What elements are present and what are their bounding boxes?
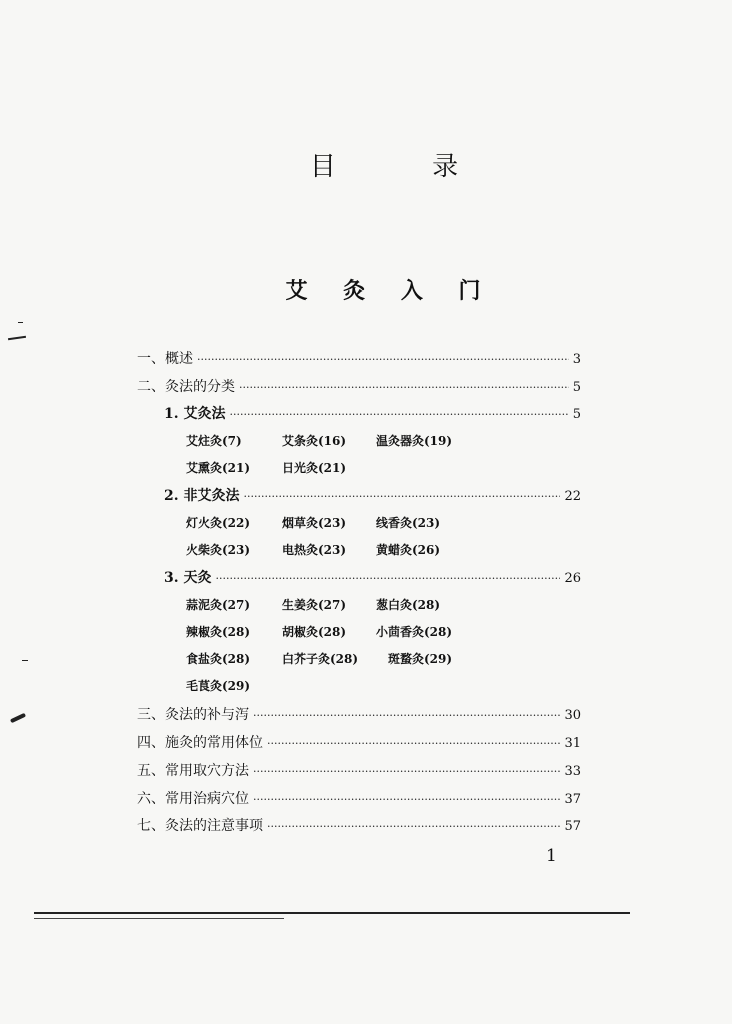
- page-title: 目 录: [309, 152, 503, 182]
- toc-leader: [267, 733, 560, 755]
- toc-label: 1. 艾灸法: [164, 406, 226, 422]
- entry-item[interactable]: 火柴灸(23): [186, 543, 251, 557]
- toc-row-tonify-reduce[interactable]: [137, 704, 581, 726]
- entry-item[interactable]: 斑蝥灸(29): [388, 652, 453, 666]
- toc-label: 一、概述: [137, 351, 193, 367]
- entry-item[interactable]: 胡椒灸(28): [282, 625, 347, 639]
- entry-item[interactable]: 生姜灸(27): [282, 598, 347, 612]
- toc-leader: [216, 568, 561, 590]
- entry-item[interactable]: 艾炷灸(7): [186, 434, 242, 448]
- entry-item[interactable]: 小茴香灸(28): [376, 625, 453, 639]
- entry-item[interactable]: 白芥子灸(28): [282, 652, 359, 666]
- toc-leader: [267, 816, 560, 838]
- toc-label: 二、灸法的分类: [137, 379, 235, 395]
- toc-row-precautions[interactable]: [137, 815, 581, 837]
- toc-label: 3. 天灸: [164, 570, 212, 586]
- toc-label: 五、常用取穴方法: [137, 763, 249, 779]
- entry-item[interactable]: 灯火灸(22): [186, 516, 251, 530]
- toc-leader: [230, 404, 569, 426]
- toc-row-point-location[interactable]: [137, 760, 581, 782]
- entry-item[interactable]: 艾条灸(16): [282, 434, 347, 448]
- toc-page: 57: [564, 819, 581, 834]
- entry-item[interactable]: 食盐灸(28): [186, 652, 251, 666]
- toc-page: 26: [564, 571, 581, 586]
- section-title: 艾 灸 入 门: [285, 278, 495, 304]
- toc-label: 四、施灸的常用体位: [137, 735, 263, 751]
- toc-row-ai-moxibustion[interactable]: [164, 403, 581, 425]
- toc-leader: [239, 377, 569, 399]
- entry-item[interactable]: 线香灸(23): [376, 516, 441, 530]
- toc-leader: [253, 761, 560, 783]
- toc-label: 2. 非艾灸法: [164, 488, 240, 504]
- entry-item[interactable]: 温灸器灸(19): [376, 434, 453, 448]
- entry-line: [186, 513, 586, 533]
- bottom-rule-secondary: [34, 918, 284, 919]
- toc-row-non-ai-moxibustion[interactable]: [164, 485, 581, 507]
- entry-line: [186, 676, 586, 696]
- toc-label: 七、灸法的注意事项: [137, 818, 263, 834]
- toc-leader: [253, 789, 560, 811]
- entry-line: [186, 458, 586, 478]
- toc-leader: [244, 486, 561, 508]
- toc-page: 33: [564, 764, 581, 779]
- entry-item[interactable]: 艾熏灸(21): [186, 461, 251, 475]
- entry-line: [186, 649, 586, 669]
- page-number: 1: [546, 846, 557, 866]
- entry-item[interactable]: 日光灸(21): [282, 461, 347, 475]
- scan-mark: [22, 660, 28, 661]
- bottom-rule: [34, 912, 630, 914]
- toc-row-overview[interactable]: [137, 348, 581, 370]
- entry-item[interactable]: 电热灸(23): [282, 543, 347, 557]
- entry-item[interactable]: 葱白灸(28): [376, 598, 441, 612]
- entry-item[interactable]: 蒜泥灸(27): [186, 598, 251, 612]
- toc-row-classification[interactable]: [137, 376, 581, 398]
- entry-item[interactable]: 毛茛灸(29): [186, 679, 251, 693]
- entry-item[interactable]: 黄蜡灸(26): [376, 543, 441, 557]
- toc-row-body-positions[interactable]: [137, 732, 581, 754]
- toc-page: 5: [572, 380, 581, 395]
- scan-mark: [8, 336, 26, 340]
- entry-line: [186, 431, 586, 451]
- toc-row-natural-moxibustion[interactable]: [164, 567, 581, 589]
- entry-line: [186, 540, 586, 560]
- toc-page: 3: [572, 352, 581, 367]
- toc-page: 37: [564, 792, 581, 807]
- entry-item[interactable]: 辣椒灸(28): [186, 625, 251, 639]
- toc-row-common-points[interactable]: [137, 788, 581, 810]
- scan-mark: [10, 713, 26, 723]
- toc-leader: [197, 349, 569, 371]
- scan-mark: [18, 322, 23, 323]
- toc-label: 六、常用治病穴位: [137, 791, 249, 807]
- entry-item[interactable]: 烟草灸(23): [282, 516, 347, 530]
- entry-line: [186, 622, 586, 642]
- toc-page: 30: [564, 708, 581, 723]
- toc-leader: [253, 705, 560, 727]
- toc-page: 5: [572, 407, 581, 422]
- toc-page: 22: [564, 489, 581, 504]
- toc-page: 31: [564, 736, 581, 751]
- entry-line: [186, 595, 586, 615]
- toc-label: 三、灸法的补与泻: [137, 707, 249, 723]
